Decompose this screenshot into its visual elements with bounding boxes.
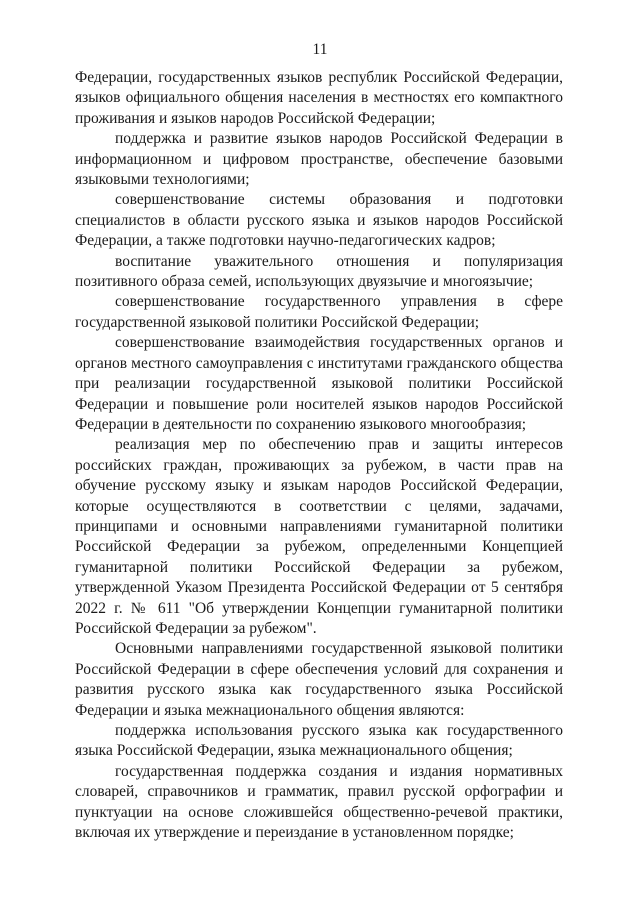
paragraph-digital-languages: поддержка и развитие языков народов Российской Федерации в информационном и цифровом пространстве, обеспечение базовыми языковыми технологиями; — [75, 130, 563, 189]
paragraph-bilingual-families: воспитание уважительного отношения и популяризация позитивного образа семей, использующих двуязычие и многоязычие; — [75, 252, 563, 291]
paragraph-russian-language-support: поддержка использования русского языка как государственного языка Российской Федерации, языка межнационального общения; — [75, 722, 563, 760]
paragraph-citizens-abroad: реализация мер по обеспечению прав и защиты интересов российских граждан, проживающих за рубежом, в части прав на обучение русскому языку и языкам народов Российской Федерации, которые осуществляются в соответствии с целями, задачами, принципами и основными направлениями гуманитарной политики Российской Федерации за рубежом, определенными Концепцией гуманитарной политики Российской Федерации за рубежом, утвержденной Указом Президента Российской Федерации от 5 сентября 2022 г. № 611 "Об утверждении Концепции гуманитарной политики Российской Федерации за рубежом". — [75, 436, 563, 637]
paragraph-continuation: Федерации, государственных языков республик Российской Федерации, языков официального общения населения в местностях его компактного проживания и языков народов Российской Федерации; — [75, 69, 563, 127]
document-body — [75, 68, 563, 843]
paragraph-education-system: совершенствование системы образования и подготовки специалистов в области русского языка и языков народов Российской Федерации, а также подготовки научно-педагогических кадров; — [75, 191, 563, 250]
page-number: 11 — [312, 41, 328, 58]
paragraph-state-governance: совершенствование государственного управления в сфере государственной языковой политики Российской Федерации; — [75, 293, 563, 331]
paragraph-main-directions: Основными направлениями государственной языковой политики Российской Федерации в сфере обеспечения условий для сохранения и развития русского языка как государственного языка Российской Федерации и языка межнационального общения являются: — [75, 640, 563, 719]
paragraph-civil-society: совершенствование взаимодействия государственных органов и органов местного самоуправления с институтами гражданского общества при реализации государственной языковой политики Российской Федерации и повышение роли носителей языков народов Российской Федерации в деятельности по сохранению языкового многообразия; — [75, 334, 563, 433]
paragraph-dictionaries: государственная поддержка создания и издания нормативных словарей, справочников и грамматик, правил русской орфографии и пунктуации на основе сложившейся общественно-речевой практики, включая их утверждение и переиздание в установленном порядке; — [75, 762, 563, 842]
